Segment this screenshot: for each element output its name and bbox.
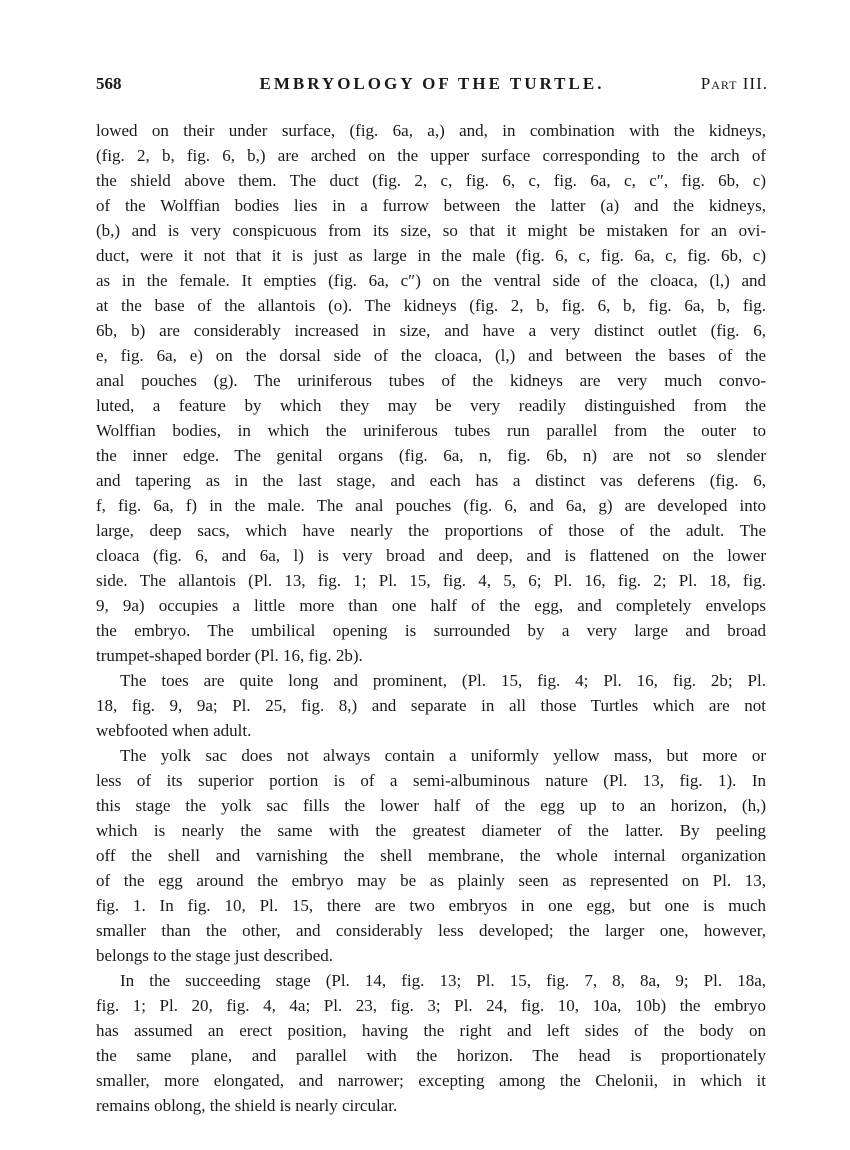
text-line: smaller than the other, and considerably less developed; the larger one, however, [96,921,766,940]
running-header [96,74,768,104]
text-line: the inner edge. The genital organs (fig. 6a, n, fig. 6b, n) are not so slender [96,446,766,465]
text-line: off the shell and varnishing the shell membrane, the whole internal organization [96,846,766,865]
text-line: the embryo. The umbilical opening is surrounded by a very large and broad [96,621,766,640]
text-line: f, fig. 6a, f) in the male. The anal pouches (fig. 6, and 6a, g) are developed into [96,496,766,515]
text-line: which is nearly the same with the greatest diameter of the latter. By peeling [96,821,766,840]
page-number: 568 [96,74,122,93]
text-line: at the base of the allantois (o). The kidneys (fig. 2, b, fig. 6, b, fig. 6a, b, fig. [96,296,766,315]
text-line: 6b, b) are considerably increased in size, and have a very distinct outlet (fig. 6, [96,321,766,340]
text-line: webfooted when adult. [96,721,252,740]
text-line: lowed on their under surface, (fig. 6a, a,) and, in combination with the kidneys, [96,121,766,140]
text-line: trumpet-shaped border (Pl. 16, fig. 2b). [96,646,363,665]
text-line: (fig. 2, b, fig. 6, b,) are arched on the upper surface corresponding to the arch of [96,146,766,165]
text-line: anal pouches (g). The uriniferous tubes of the kidneys are very much convo- [96,371,766,390]
text-line: Wolffian bodies, in which the uriniferous tubes run parallel from the outer to [96,421,766,440]
text-line: side. The allantois (Pl. 13, fig. 1; Pl. 15, fig. 4, 5, 6; Pl. 16, fig. 2; Pl. 18, fig. [96,571,766,590]
text-line: fig. 1. In fig. 10, Pl. 15, there are two embryos in one egg, but one is much [96,896,766,915]
text-line: and tapering as in the last stage, and each has a distinct vas deferens (fig. 6, [96,471,766,490]
text-line: the shield above them. The duct (fig. 2, c, fig. 6, c, fig. 6a, c, c″, fig. 6b, c) [96,171,766,190]
text-line: large, deep sacs, which have nearly the proportions of those of the adult. The [96,521,766,540]
text-line: luted, a feature by which they may be very readily distinguished from the [96,396,766,415]
text-line: has assumed an erect position, having the right and left sides of the body on [96,1021,766,1040]
text-line: fig. 1; Pl. 20, fig. 4, 4a; Pl. 23, fig. 3; Pl. 24, fig. 10, 10a, 10b) the embryo [96,996,766,1015]
text-line: cloaca (fig. 6, and 6a, l) is very broad and deep, and is flattened on the lower [96,546,766,565]
text-line: of the egg around the embryo may be as plainly seen as represented on Pl. 13, [96,871,766,890]
text-line: of the Wolffian bodies lies in a furrow between the latter (a) and the kidneys, [96,196,766,215]
text-line: smaller, more elongated, and narrower; excepting among the Chelonii, in which it [96,1071,766,1090]
text-line: as in the female. It empties (fig. 6a, c″) on the ventral side of the cloaca, (l,) and [96,271,766,290]
text-line: remains oblong, the shield is nearly circular. [96,1096,398,1115]
text-line: (b,) and is very conspicuous from its size, so that it might be mistaken for an ovi- [96,221,766,240]
text-line: belongs to the stage just described. [96,946,334,965]
text-line: the same plane, and parallel with the horizon. The head is proportionately [96,1046,766,1065]
text-line: this stage the yolk sac fills the lower half of the egg up to an horizon, (h,) [96,796,766,815]
text-line: In the succeeding stage (Pl. 14, fig. 13; Pl. 15, fig. 7, 8, 8a, 9; Pl. 18a, [120,971,766,990]
text-line: The yolk sac does not always contain a uniformly yellow mass, but more or [120,746,766,765]
text-line: e, fig. 6a, e) on the dorsal side of the cloaca, (l,) and between the bases of the [96,346,766,365]
text-line: 9, 9a) occupies a little more than one half of the egg, and completely envelops [96,596,766,615]
text-line: less of its superior portion is of a semi-albuminous nature (Pl. 13, fig. 1). In [96,771,766,790]
running-title: EMBRYOLOGY OF THE TURTLE. [259,74,605,93]
text-line: 18, fig. 9, 9a; Pl. 25, fig. 8,) and separate in all those Turtles which are not [96,696,766,715]
part-label: Part III. [700,74,768,93]
text-line: The toes are quite long and prominent, (Pl. 15, fig. 4; Pl. 16, fig. 2b; Pl. [120,671,766,690]
text-line: duct, were it not that it is just as large in the male (fig. 6, c, fig. 6a, c, fig. 6b, c) [96,246,766,265]
